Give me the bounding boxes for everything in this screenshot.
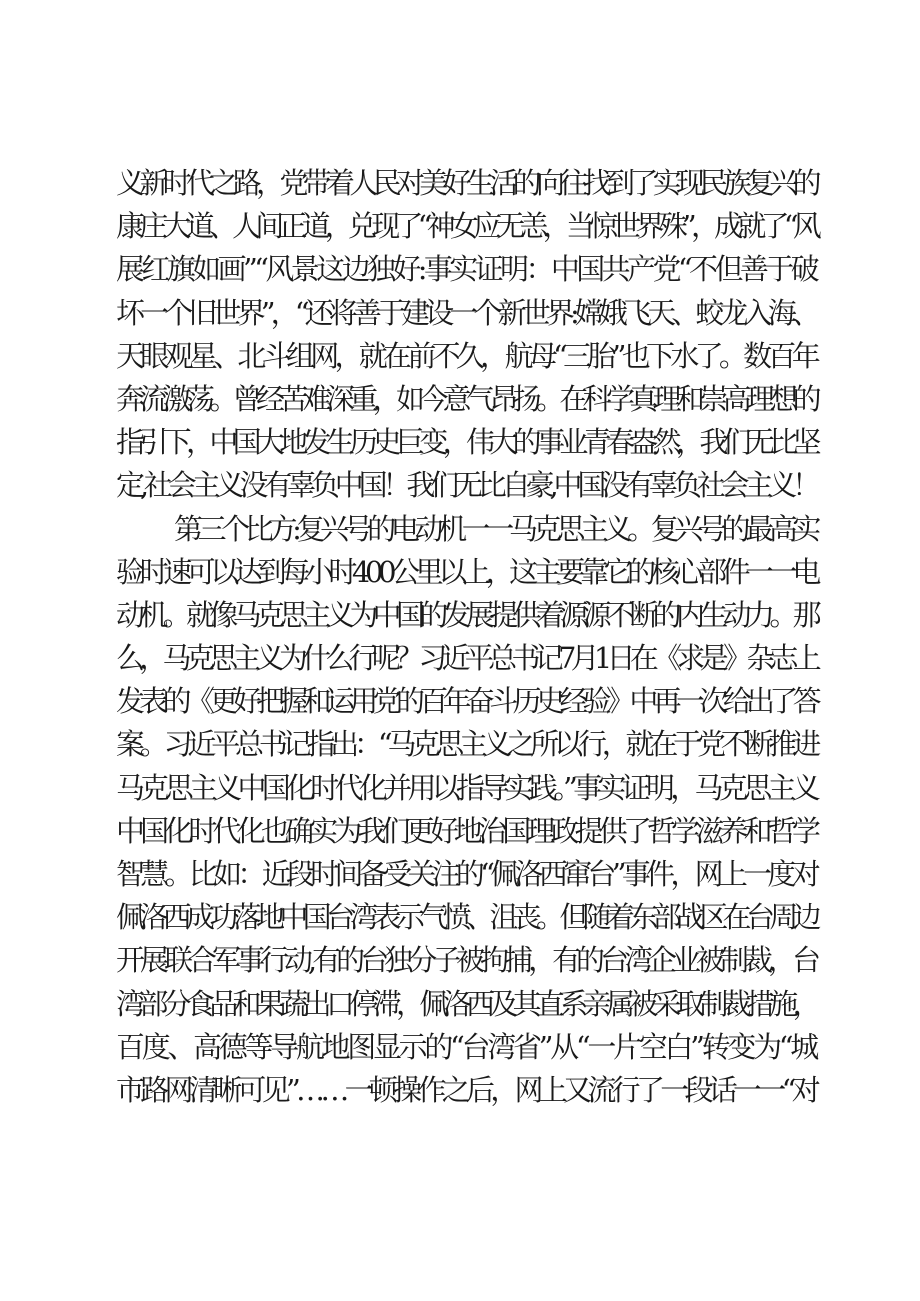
- paragraph-1: [116, 162, 816, 508]
- paragraph-2: [116, 508, 816, 1113]
- text-line: 么，马克思主义为什么行呢？习近平总书记7月1日在《求是》杂志上: [116, 641, 816, 676]
- text-line: 市路网清晰可见”……一顿操作之后，网上又流行了一段话一一“对: [116, 1072, 816, 1107]
- text-line: 佩洛西成功落地中国台湾表示气愤、沮丧。但随着东部战区在台周边: [116, 900, 816, 935]
- text-line: 定,社会主义没有辜负中国！我们无比自豪,中国没有辜负社会主义！: [116, 468, 816, 503]
- text-line: 展红旗如画”“风景这边独好:事实证明：中国共产党“不但善于破: [116, 252, 817, 287]
- document-body: [116, 162, 816, 1112]
- text-line: 开展联合军事行动,有的台独分子被拘捕，有的台湾企业被制裁，台: [116, 943, 816, 978]
- text-line: 坏一个旧世界”，“还将善于建设一个新世界:嫦娥飞天、蛟龙入海、: [116, 295, 816, 330]
- text-line: 发表的《更好把握和运用党的百年奋斗历史经验》中再一次给出了答: [116, 684, 816, 719]
- text-line: 中国化时代化也确实为我们更好地治国理政提供了哲学滋养和哲学: [116, 813, 816, 848]
- text-line: 百度、高德等导航地图显示的“台湾省”从“一片空白”转变为“城: [116, 1029, 816, 1064]
- text-line: 验时速可以达到每小时400公里以上，这主要靠它的核心部件一一电: [116, 554, 816, 589]
- text-line: 天眼观星、北斗组网，就在前不久，航母“三胎”也下水了。数百年: [116, 338, 816, 373]
- text-line: 第三个比方:复兴号的电动机一一马克思主义。复兴号的最高实: [174, 511, 816, 546]
- text-line: 指引下，中国大地发生历史巨变，伟大的事业青春盎然，我们无比坚: [116, 425, 816, 460]
- text-line: 奔流激荡。曾经苦难深重，如今意气昂扬。在科学真理和崇高理想的: [116, 381, 816, 416]
- text-line: 马克思主义中国化时代化并用以指导实践。”事实证明，马克思主义: [116, 770, 816, 805]
- text-line: 湾部分食品和果蔬出口停滞，佩洛西及其直系亲属被采取制裁措施，: [116, 986, 816, 1021]
- text-line: 康庄大道、人间正道，兑现了“神女应无恙，当惊世界殊”，成就了“风: [116, 209, 817, 244]
- text-line: 义新时代之路，党带着人民对美好生活的向往找到了实现民族复兴的: [116, 166, 816, 200]
- text-line: 案。习近平总书记指出：“马克思主义之所以行，就在于党不断推进: [116, 727, 817, 762]
- text-line: 智慧。比如：近段时间备受关注的“佩洛西窜台”事件，网上一度对: [116, 857, 816, 891]
- text-line: 动机。就像马克思主义为中国的发展提供着源源不断的内生动力。那: [116, 597, 816, 632]
